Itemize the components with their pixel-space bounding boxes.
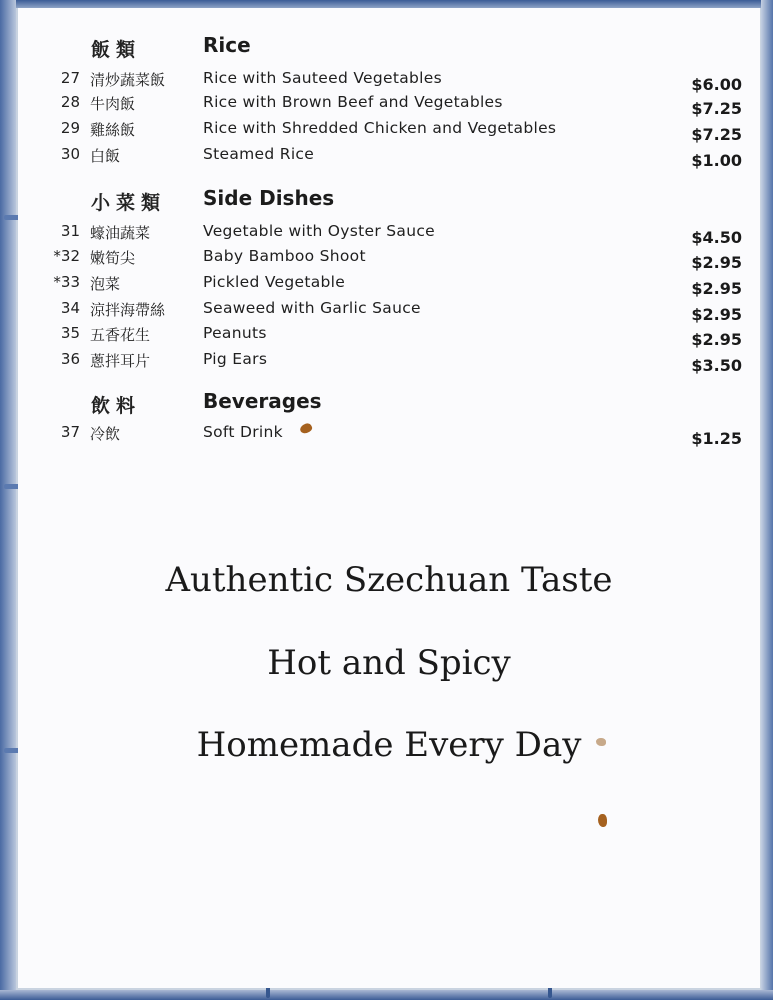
item-price: $1.25 [691, 429, 742, 448]
item-number: 27 [60, 69, 80, 87]
section-title-cn: 小菜類 [91, 192, 167, 214]
section-header [18, 389, 760, 419]
item-name-en: Pickled Vegetable [203, 273, 346, 291]
section-title-cn: 飯類 [91, 39, 142, 61]
item-name-cn: 雞絲飯 [90, 121, 136, 139]
binder-bottom-edge [0, 990, 773, 1000]
menu-item [18, 245, 760, 272]
section-title-en: Rice [203, 33, 251, 57]
item-name-cn: 泡菜 [90, 275, 121, 293]
item-price: $2.95 [691, 330, 742, 349]
menu-item [18, 297, 760, 324]
item-name-cn: 牛肉飯 [90, 95, 136, 113]
item-price: $7.25 [691, 99, 742, 118]
item-name-en: Peanuts [203, 324, 267, 342]
menu-item [18, 421, 760, 448]
item-name-cn: 白飯 [90, 147, 121, 165]
item-number: 37 [60, 423, 80, 441]
section-title-cn: 飲料 [91, 395, 142, 417]
binder-top-edge [0, 0, 773, 8]
item-price: $2.95 [691, 279, 742, 298]
section-title-en: Beverages [203, 389, 322, 413]
stain-mark [596, 738, 606, 746]
item-name-cn: 蔥拌耳片 [90, 352, 151, 370]
item-price: $7.25 [691, 125, 742, 144]
item-name-cn: 嫩筍尖 [90, 249, 136, 267]
item-number: *33 [53, 273, 80, 291]
item-price: $3.50 [691, 356, 742, 375]
item-number: 28 [60, 93, 80, 111]
item-name-cn: 冷飲 [90, 425, 121, 443]
item-price: $4.50 [691, 228, 742, 247]
menu-item [18, 322, 760, 349]
item-name-cn: 五香花生 [90, 326, 151, 344]
item-name-en: Seaweed with Garlic Sauce [203, 299, 421, 317]
slogan-spicy: Hot and Spicy [267, 643, 511, 683]
menu-item [18, 67, 760, 94]
item-price: $6.00 [691, 75, 742, 94]
menu-item [18, 271, 760, 298]
item-number: 29 [60, 119, 80, 137]
menu-item [18, 117, 760, 144]
menu-item [18, 220, 760, 247]
menu-item [18, 143, 760, 170]
item-name-cn: 涼拌海帶絲 [90, 301, 166, 319]
item-name-en: Steamed Rice [203, 145, 315, 163]
section-header [18, 186, 760, 216]
item-name-en: Pig Ears [203, 350, 268, 368]
item-name-en: Baby Bamboo Shoot [203, 247, 366, 265]
item-price: $2.95 [691, 305, 742, 324]
item-name-cn: 蠔油蔬菜 [90, 224, 151, 242]
item-number: 34 [60, 299, 80, 317]
item-number: 31 [60, 222, 80, 240]
item-name-en: Soft Drink [203, 423, 283, 441]
menu-item [18, 348, 760, 375]
menu-item [18, 91, 760, 118]
slogan-authentic: Authentic Szechuan Taste [165, 560, 613, 600]
section-header [18, 33, 760, 63]
binder-left-edge [0, 0, 16, 1000]
slogan-homemade: Homemade Every Day [196, 725, 582, 765]
item-number: 30 [60, 145, 80, 163]
item-price: $1.00 [691, 151, 742, 170]
item-name-cn: 清炒蔬菜飯 [90, 71, 166, 89]
item-name-en: Vegetable with Oyster Sauce [203, 222, 435, 240]
item-number: 36 [60, 350, 80, 368]
item-name-en: Rice with Shredded Chicken and Vegetables [203, 119, 557, 137]
section-title-en: Side Dishes [203, 186, 335, 210]
item-price: $2.95 [691, 253, 742, 272]
item-name-en: Rice with Brown Beef and Vegetables [203, 93, 503, 111]
item-number: 35 [60, 324, 80, 342]
item-number: *32 [53, 247, 80, 265]
menu-page [18, 8, 760, 988]
stain-mark [598, 814, 607, 827]
binder-right-edge [761, 0, 773, 1000]
item-name-en: Rice with Sauteed Vegetables [203, 69, 442, 87]
